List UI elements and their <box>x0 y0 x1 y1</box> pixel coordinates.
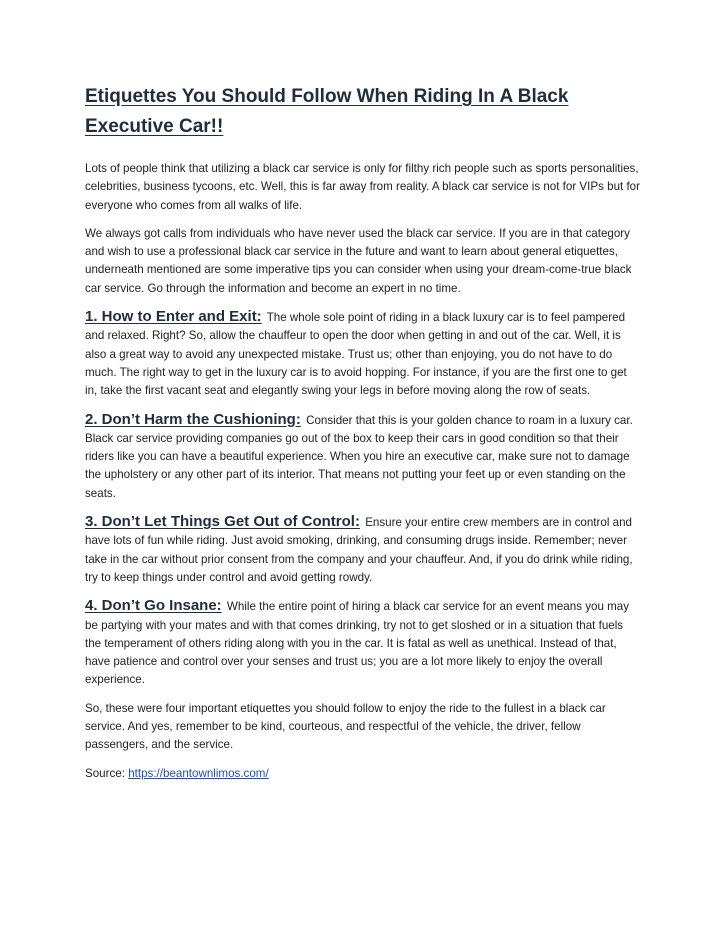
tip-2 <box>85 411 641 503</box>
tip-3-heading: 3. Don’t Let Things Get Out of Control: <box>85 513 360 531</box>
tip-2-text: Consider that this is your golden chance to roam in a luxury car. Black car service providing companies go out of the box to keep their cars in good condition so that their riders like you can have a beautiful experience. When you hire an executive car, make sure not to damage the upholstery or any other part of its interior. That means not putting your feet up or even standing on the seats. <box>85 413 633 500</box>
conclusion-paragraph: So, these were four important etiquettes you should follow to enjoy the ride to the fullest in a black car service. And yes, remember to be kind, courteous, and respectful of the vehicle, the driver, fellow passengers, and the service. <box>85 701 606 752</box>
tip-4 <box>85 597 641 689</box>
tip-4-text: While the entire point of hiring a black car service for an event means you may be partying with your mates and with that comes drinking, try not to get sloshed or in a situation that fuels the temperament of others riding along with you in the car. It is fatal as well as unethical. Instead of that, have patience and control over your senses and trust us; you are a lot more likely to enjoy the overall experience. <box>85 600 630 687</box>
tip-3 <box>85 513 641 587</box>
intro-paragraph-2: We always got calls from individuals who have never used the black car service. If you are in that category and wish to use a professional black car service in the future and want to learn about general etiquettes, underneath mentioned are some imperative tips you can consider when using your dream-come-true black car service. Go through the information and become an expert in no time. <box>85 226 632 295</box>
source-link[interactable]: https://beantownlimos.com/ <box>128 766 269 780</box>
tip-1 <box>85 308 641 400</box>
source-label: Source: <box>85 766 125 780</box>
source-line <box>85 765 641 783</box>
tip-2-heading: 2. Don’t Harm the Cushioning: <box>85 410 301 428</box>
tip-4-heading: 4. Don’t Go Insane: <box>85 597 222 615</box>
intro-paragraph-1: Lots of people think that utilizing a black car service is only for filthy rich people such as sports personalities, celebrities, business tycoons, etc. Well, this is far away from reality. A black car service is not for VIPs but for everyone who comes from all walks of life. <box>85 162 640 212</box>
document-page <box>85 82 641 793</box>
tip-1-text: The whole sole point of riding in a black luxury car is to feel pampered and relaxed. Right? So, allow the chauffeur to open the door when getting in and out of the car. Well, it is also a great way to avoid any unexpected mistake. Trust us; other than enjoying, you do not have to do much. The right way to get in the luxury car is to avoid hopping. For instance, if you are the first one to get in, take the first vacant seat and elegantly swing your legs in before moving along the row of seats. <box>85 311 627 398</box>
document-title: Etiquettes You Should Follow When Riding In A Black Executive Car!! <box>85 86 569 137</box>
tip-3-text: Ensure your entire crew members are in control and have lots of fun while riding. Just avoid smoking, drinking, and consuming drugs inside. Remember; never take in the car without prior consent from the company and your chauffeur. And, if you do drink while riding, try to keep things under control and avoid getting rowdy. <box>85 516 633 584</box>
tip-1-heading: 1. How to Enter and Exit: <box>85 308 262 326</box>
